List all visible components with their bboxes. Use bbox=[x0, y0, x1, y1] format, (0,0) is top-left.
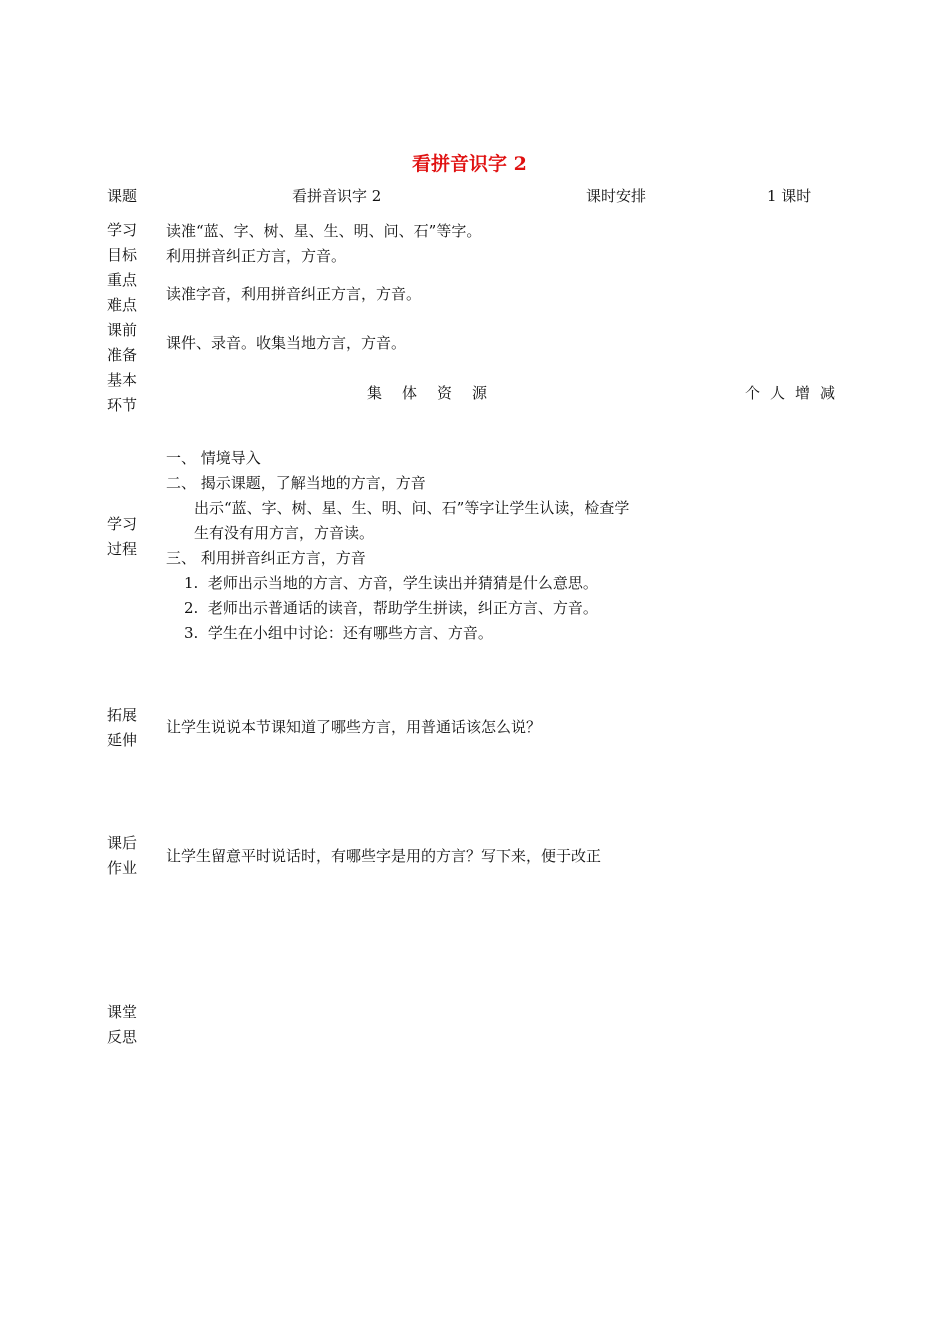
process-step-2-detail-1: 出示“蓝、字、树、星、生、明、问、石”等字让学生认读，检查学 bbox=[194, 499, 630, 517]
process-sub-3: 3. 学生在小组中讨论：还有哪些方言、方音。 bbox=[184, 624, 493, 642]
extension-label: 拓展延伸 bbox=[107, 706, 138, 749]
key-points-label: 重点难点 bbox=[107, 271, 138, 314]
stages-collective-resources: 集体资源 bbox=[367, 384, 508, 402]
homework-text: 让学生留意平时说话时，有哪些字是用的方言？写下来，便于改正 bbox=[166, 847, 602, 865]
process-step-2: 二、 揭示课题，了解当地的方言，方音 bbox=[166, 474, 426, 492]
schedule-value: 1 课时 bbox=[767, 187, 812, 205]
topic-label: 课题 bbox=[107, 187, 138, 205]
key-points-text: 读准字音，利用拼音纠正方言，方音。 bbox=[166, 285, 422, 303]
stages-personal-adjustments: 个人增减 bbox=[745, 384, 846, 402]
topic-value: 看拼音识字 2 bbox=[292, 187, 382, 205]
page-title: 看拼音识字 2 bbox=[412, 153, 527, 175]
process-sub-2: 2. 老师出示普通话的读音，帮助学生拼读，纠正方言、方音。 bbox=[184, 599, 598, 617]
goals-line-1: 读准“蓝、字、树、星、生、明、问、石”等字。 bbox=[166, 222, 482, 240]
goals-line-2: 利用拼音纠正方言，方音。 bbox=[166, 247, 347, 265]
process-label: 学习过程 bbox=[107, 515, 138, 558]
reflection-label: 课堂反思 bbox=[107, 1003, 138, 1046]
process-step-3: 三、 利用拼音纠正方言，方音 bbox=[166, 549, 366, 567]
process-step-1: 一、 情境导入 bbox=[166, 449, 261, 467]
extension-text: 让学生说说本节课知道了哪些方言，用普通话该怎么说？ bbox=[166, 718, 542, 736]
preparation-label: 课前准备 bbox=[107, 321, 138, 364]
process-step-2-detail-2: 生有没有用方言，方音读。 bbox=[194, 524, 375, 542]
preparation-text: 课件、录音。收集当地方言，方音。 bbox=[166, 334, 407, 352]
homework-label: 课后作业 bbox=[107, 834, 138, 877]
process-sub-1: 1. 老师出示当地的方言、方音，学生读出并猜猜是什么意思。 bbox=[184, 574, 598, 592]
stages-label: 基本环节 bbox=[107, 371, 138, 414]
goals-label: 学习目标 bbox=[107, 221, 138, 264]
schedule-label: 课时安排 bbox=[586, 187, 647, 205]
